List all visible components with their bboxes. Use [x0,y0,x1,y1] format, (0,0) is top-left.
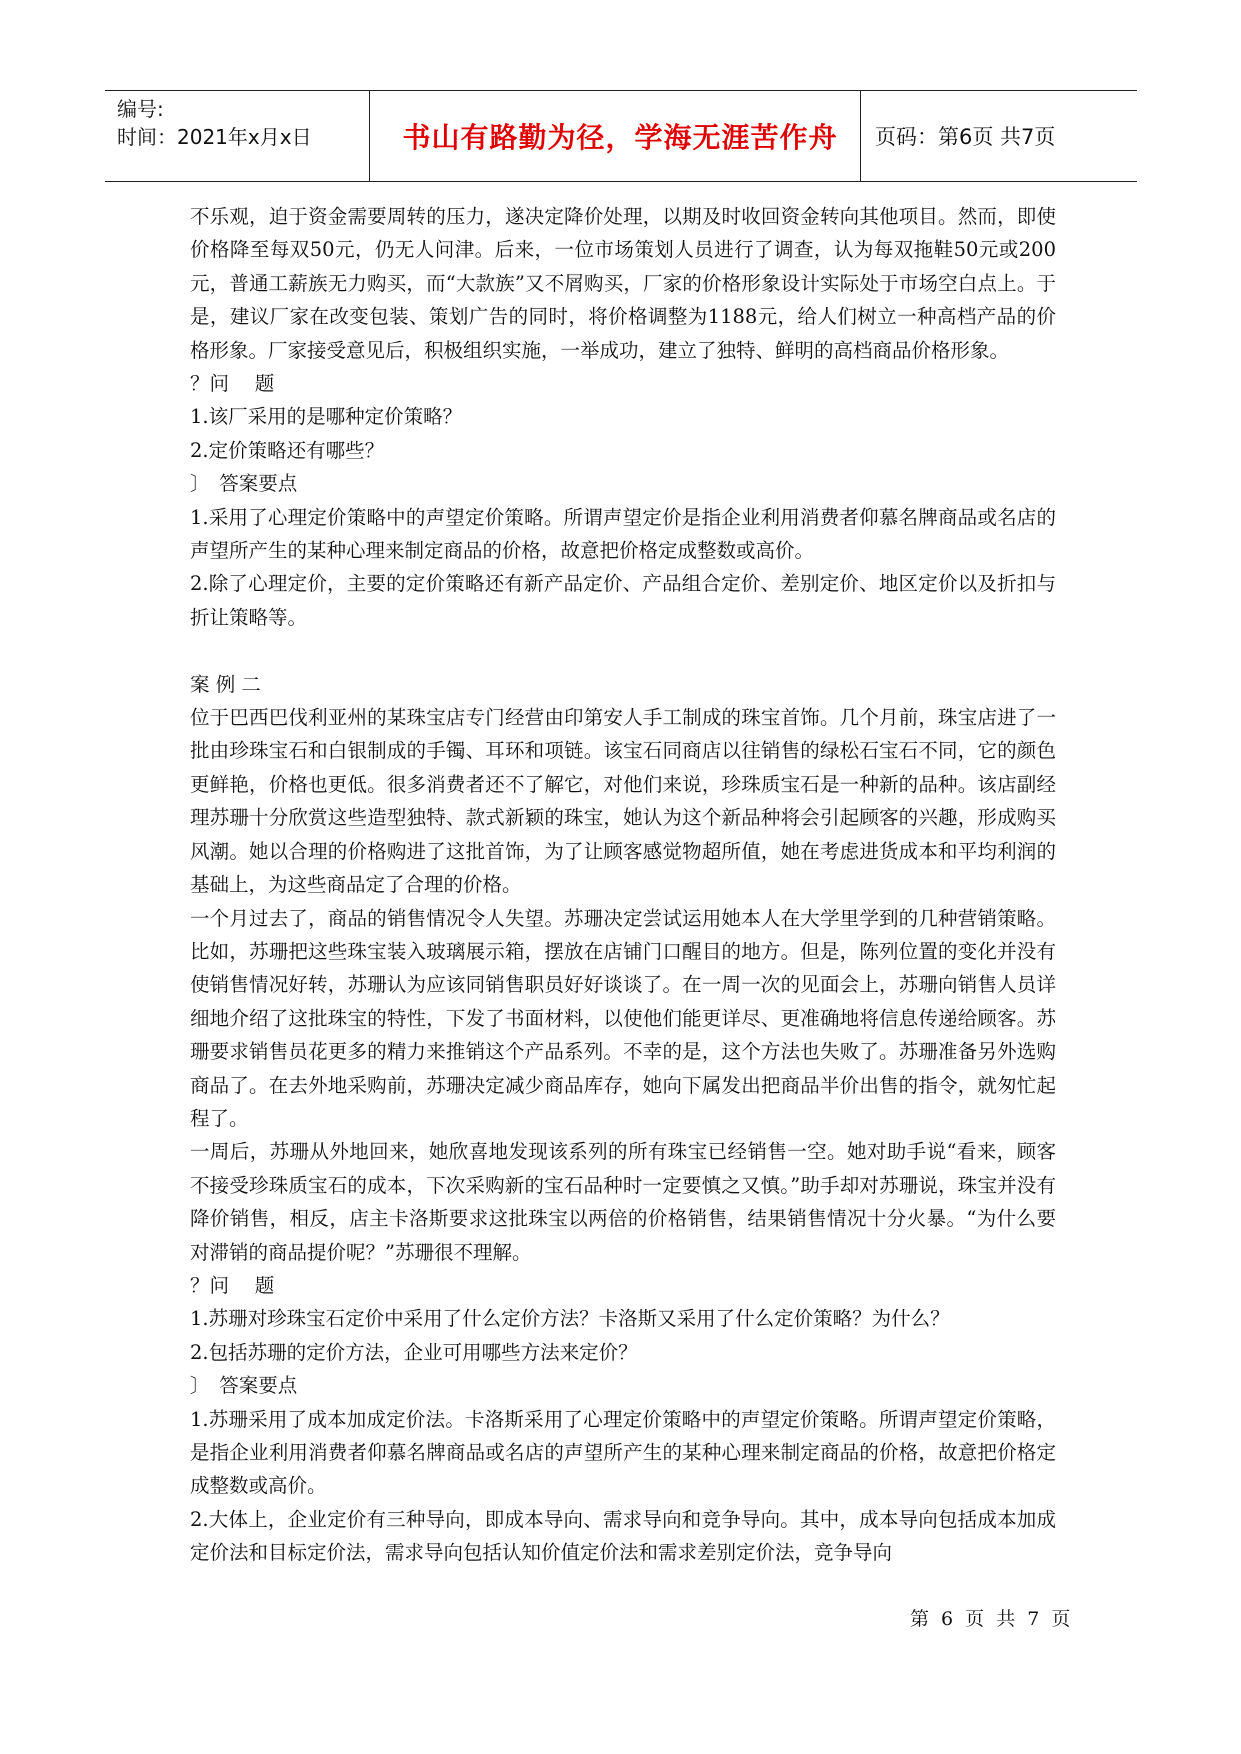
paragraph: 一周后，苏珊从外地回来，她欣喜地发现该系列的所有珠宝已经销售一空。她对助手说“看来，顾客不接受珍珠质宝石的成本，下次采购新的宝石品种时一定要慎之又慎。”助手却对苏珊说，珠宝并没有降价销售，相反，店主卡洛斯要求这批珠宝以两倍的价格销售，结果销售情况十分火暴。“为什么要对滞销的商品提价呢？”苏珊很不理解。 [190,1140,1056,1264]
page-header [105,90,1137,182]
question-item: 2.包括苏珊的定价方法，企业可用哪些方法来定价？ [190,1340,638,1364]
answer-item: 2.除了心理定价，主要的定价策略还有新产品定价、产品组合定价、差别定价、地区定价以及折扣与折让策略等。 [190,572,1056,629]
page-footer: 第 6 页 共 7 页 [910,1608,1074,1630]
header-divider [369,91,370,181]
questions-heading: ？问 题 [190,1273,275,1297]
paragraph: 不乐观，迫于资金需要周转的压力，遂决定降价处理，以期及时收回资金转向其他项目。然而，即使价格降至每双50元，仍无人问津。后来，一位市场策划人员进行了调查，认为每双拖鞋50元或200元，普通工薪族无力购买，而“大款族”又不屑购买，厂家的价格形象设计实际处于市场空白点上。于是，建议厂家在改变包装、策划广告的同时，将价格调整为1188元，给人们树立一种高档产品的价格形象。厂家接受意见后，积极组织实施，一举成功，建立了独特、鲜明的高档商品价格形象。 [190,205,1056,362]
case-title: 案 例 二 [190,672,261,696]
document-body [190,200,1056,1570]
paragraph: 位于巴西巴伐利亚州的某珠宝店专门经营由印第安人手工制成的珠宝首饰。几个月前，珠宝店进了一批由珍珠宝石和白银制成的手镯、耳环和项链。该宝石同商店以往销售的绿松石宝石不同，它的颜色更鲜艳，价格也更低。很多消费者还不了解它，对他们来说，珍珠质宝石是一种新的品种。该店副经理苏珊十分欣赏这些造型独特、款式新颖的珠宝，她认为这个新品种将会引起顾客的兴趣，形成购买风潮。她以合理的价格购进了这批首饰，为了让顾客感觉物超所值，她在考虑进货成本和平均利润的基础上，为这些商品定了合理的价格。 [190,706,1056,897]
answer-item: 2.大体上，企业定价有三种导向，即成本导向、需求导向和竞争导向。其中，成本导向包括成本加成定价法和目标定价法，需求导向包括认知价值定价法和需求差别定价法，竞争导向 [190,1507,1056,1565]
document-time-label: 时间：2021年x月x日 [117,125,312,149]
answer-heading: 〕 答案要点 [190,1374,298,1398]
header-meta [117,95,365,151]
question-item: 2.定价策略还有哪些？ [190,438,385,462]
questions-heading: ？问 题 [190,372,275,396]
answer-item: 1.苏珊采用了成本加成定价法。卡洛斯采用了心理定价策略中的声望定价策略。所谓声望定价策略，是指企业利用消费者仰慕名牌商品或名店的声望所产生的某种心理来制定商品的价格，故意把价格定成整数或高价。 [190,1407,1056,1498]
paragraph: 一个月过去了，商品的销售情况令人失望。苏珊决定尝试运用她本人在大学里学到的几种营销策略。比如，苏珊把这些珠宝装入玻璃展示箱，摆放在店铺门口醒目的地方。但是，陈列位置的变化并没有使销售情况好转，苏珊认为应该同销售职员好好谈谈了。在一周一次的见面会上，苏珊向销售人员详细地介绍了这批珠宝的特性，下发了书面材料，以使他们能更详尽、更准确地将信息传递给顾客。苏珊要求销售员花更多的精力来推销这个产品系列。不幸的是，这个方法也失败了。苏珊准备另外选购商品了。在去外地采购前，苏珊决定减少商品库存，她向下属发出把商品半价出售的指令，就匆忙起程了。 [190,906,1056,1130]
header-page-label: 页码：第6页 共7页 [875,125,1056,149]
document-number-label: 编号: [117,97,164,121]
question-item: 1.该厂采用的是哪种定价策略？ [190,405,463,429]
spacer [190,634,1056,667]
header-motto: 书山有路勤为径，学海无涯苦作舟 [402,121,838,154]
answer-item: 1.采用了心理定价策略中的声望定价策略。所谓声望定价是指企业利用消费者仰慕名牌商品或名店的声望所产生的某种心理来制定商品的价格，故意把价格定成整数或高价。 [190,505,1056,563]
header-divider [860,91,861,181]
question-item: 1.苏珊对珍珠宝石定价中采用了什么定价方法？卡洛斯又采用了什么定价策略？为什么？ [190,1307,950,1331]
answer-heading: 〕 答案要点 [190,472,298,496]
